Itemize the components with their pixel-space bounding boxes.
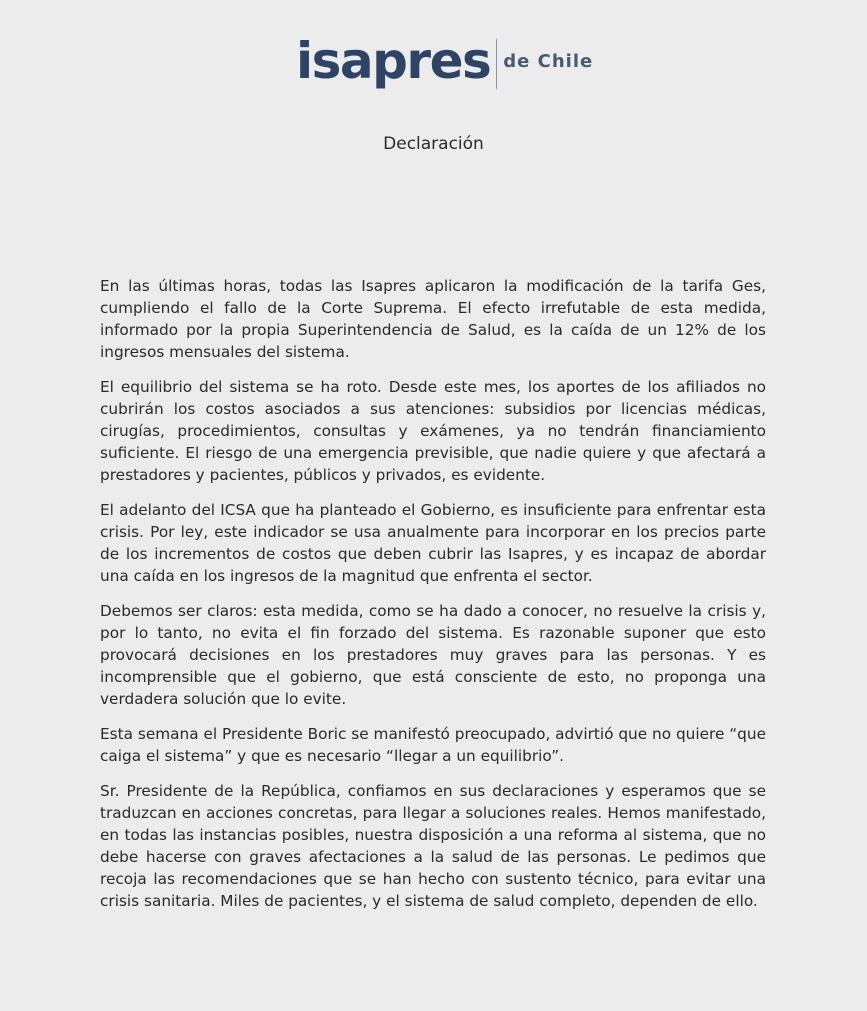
paragraph-4: Debemos ser claros: esta medida, como se ha dado a conocer, no resuelve la crisis y, por lo tanto, no evita el fin forzado del sistema. Es razonable suponer que esto provocará decisiones en los prestadores muy graves para las personas. Y es incomprensible que el gobierno, que está consciente de esto, no proponga una verdadera solución que lo evite. xyxy=(100,602,766,708)
document-title: Declaración xyxy=(383,134,484,154)
isapres-logo xyxy=(296,30,593,94)
paragraph-6: Sr. Presidente de la República, confiamos en sus declaraciones y esperamos que se traduzcan en acciones concretas, para llegar a soluciones reales. Hemos manifestado, en todas las instancias posibles, nuestra disposición a una reforma al sistema, que no debe hacerse con graves afectaciones a la salud de las personas. Le pedimos que recoja las recomendaciones que se han hecho con sustento técnico, para evitar una crisis sanitaria. Miles de pacientes, y el sistema de salud completo, dependen de ello. xyxy=(100,782,766,910)
paragraph-3: El adelanto del ICSA que ha planteado el Gobierno, es insuficiente para enfrentar esta crisis. Por ley, este indicador se usa anualmente para incorporar en los precios parte de los incrementos de costos que deben cubrir las Isapres, y es incapaz de abordar una caída en los ingresos de la magnitud que enfrenta el sector. xyxy=(100,501,766,585)
document-body xyxy=(100,275,766,925)
paragraph-5: Esta semana el Presidente Boric se manifestó preocupado, advirtió que no quiere “que caiga el sistema” y que es necesario “llegar a un equilibrio”. xyxy=(100,725,766,765)
logo-wordmark: isapres xyxy=(296,32,491,90)
paragraph-2: El equilibrio del sistema se ha roto. Desde este mes, los aportes de los afiliados no cubrirán los costos asociados a sus atenciones: subsidios por licencias médicas, cirugías, procedimientos, consultas y exámenes, ya no tendrán financiamiento suficiente. El riesgo de una emergencia previsible, que nadie quiere y que afectará a prestadores y pacientes, públicos y privados, es evidente. xyxy=(100,378,766,484)
paragraph-1: En las últimas horas, todas las Isapres aplicaron la modificación de la tarifa Ges, cumpliendo el fallo de la Corte Suprema. El efecto irrefutable de esta medida, informado por la propia Superintendencia de Salud, es la caída de un 12% de los ingresos mensuales del sistema. xyxy=(100,277,766,361)
logo-subtitle: de Chile xyxy=(503,51,594,72)
logo-divider xyxy=(496,39,497,89)
